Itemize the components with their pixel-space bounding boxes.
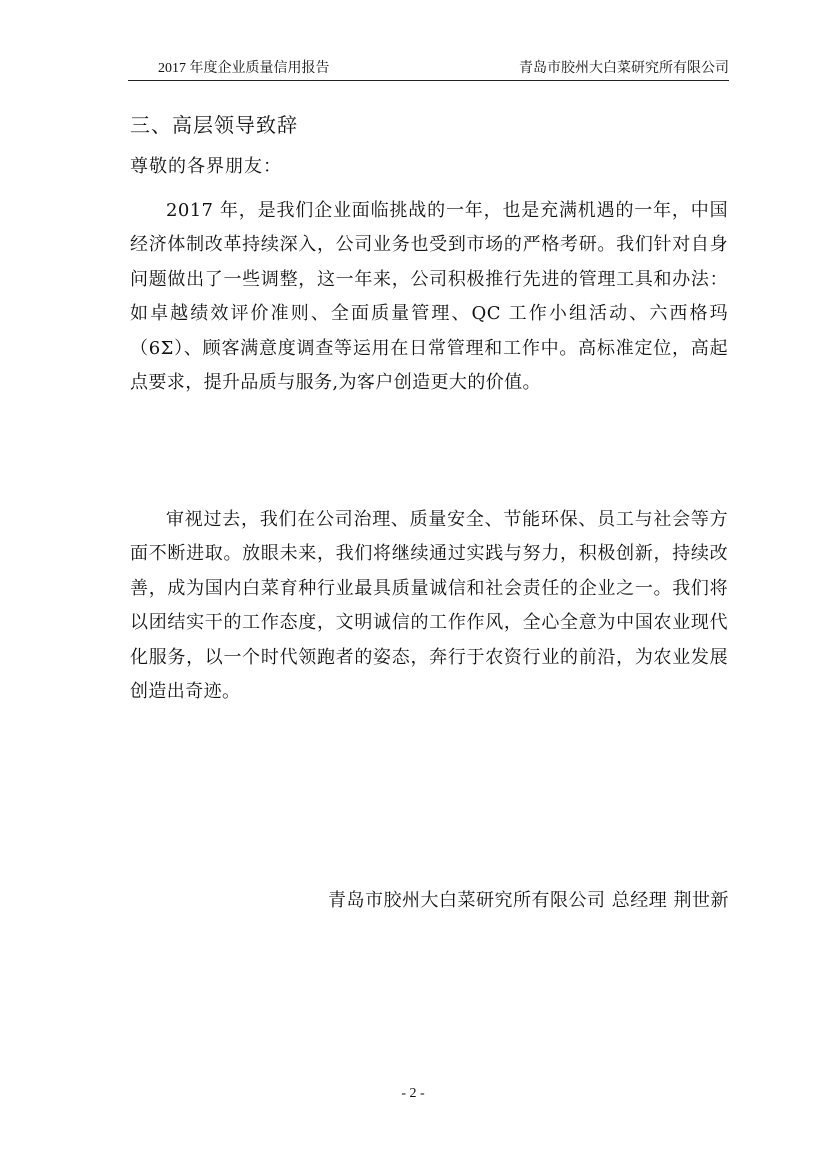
header-report-title: 2017 年度企业质量信用报告 bbox=[158, 61, 330, 76]
page-number: - 2 - bbox=[401, 1086, 425, 1101]
header-company-name: 青岛市胶州大白菜研究所有限公司 bbox=[519, 61, 729, 76]
paragraph-2: 审视过去，我们在公司治理、质量安全、节能环保、员工与社会等方面不断进取。放眼未来，我们将继续通过实践与努力，积极创新，持续改善，成为国内白菜育种行业最具质量诚信和社会责任的企业之一。我们将以团结实干的工作态度，文明诚信的工作作风，全心全意为中国农业现代化服务，以一个时代领跑者的姿态，奔行于农资行业的前沿，为农业发展创造出奇迹。 bbox=[130, 509, 728, 703]
section-title: 三、高层领导致辞 bbox=[130, 113, 298, 137]
signature: 青岛市胶州大白菜研究所有限公司 总经理 荆世新 bbox=[328, 890, 729, 911]
paragraph-1: 2017 年，是我们企业面临挑战的一年，也是充满机遇的一年，中国经济体制改革持续深入，公司业务也受到市场的严格考研。我们针对自身问题做出了一些调整，这一年来，公司积极推行先进的管理工具和办法：如卓越绩效评价准则、全面质量管理、QC 工作小组活动、六西格玛（6Σ）、顾客满意度调查等运用在日常管理和工作中。高标准定位，高起点要求，提升品质与服务,为客户创造更大的价值。 bbox=[130, 200, 728, 394]
salutation: 尊敬的各界朋友： bbox=[130, 156, 282, 177]
page-header bbox=[128, 58, 729, 81]
